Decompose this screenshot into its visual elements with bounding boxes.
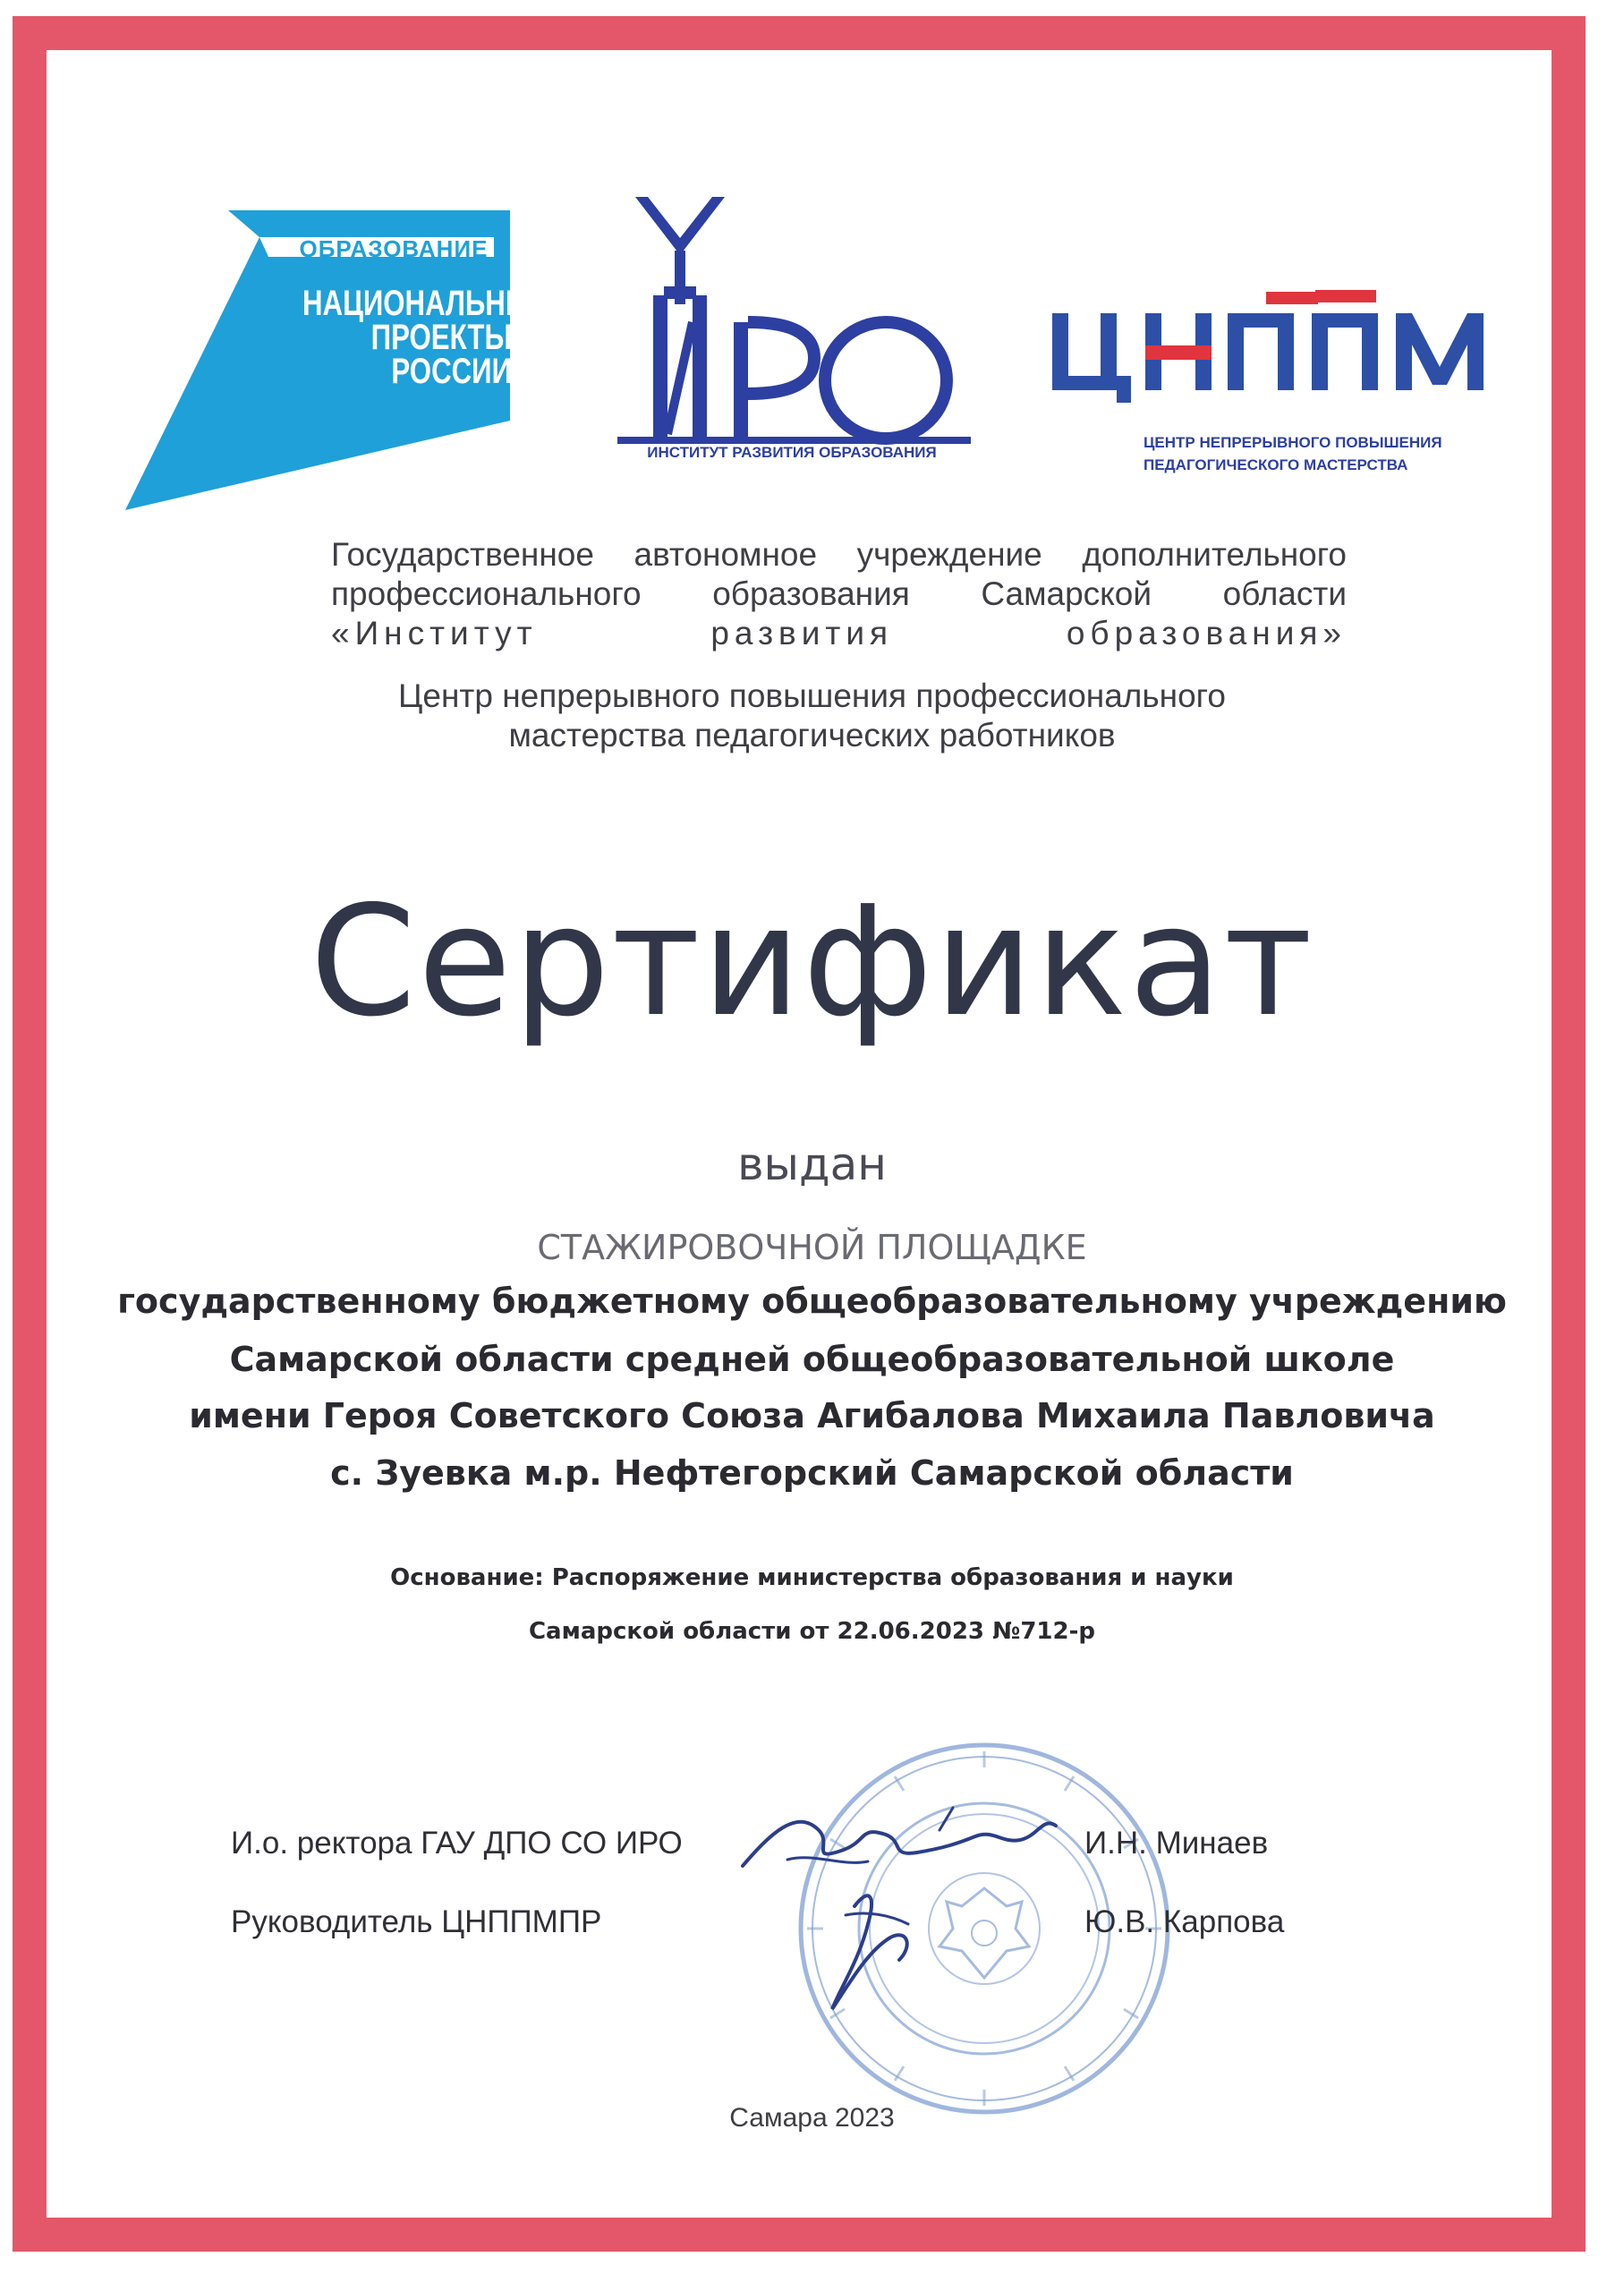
place-and-year: Самара 2023 bbox=[729, 2103, 895, 2133]
basis-line-2: Самарской области от 22.06.2023 №712-р bbox=[528, 1618, 1096, 1645]
iro-logo bbox=[617, 188, 984, 474]
org-name-line-2: профессионального образования Самарской области bbox=[331, 575, 1347, 612]
recipient-line-3: имени Героя Советского Союза Агибалова Михаила Павловича bbox=[189, 1396, 1435, 1435]
national-projects-logo bbox=[125, 201, 552, 524]
recipient-line-1: государственному бюджетному общеобразовательному учреждению bbox=[117, 1282, 1507, 1321]
basis-line-1: Основание: Распоряжение министерства образования и науки bbox=[390, 1564, 1234, 1591]
center-name-line-2: мастерства педагогических работников bbox=[508, 717, 1116, 754]
issued-label: выдан bbox=[737, 1138, 887, 1190]
iro-caption: ИНСТИТУТ РАЗВИТИЯ ОБРАЗОВАНИЯ bbox=[647, 444, 937, 461]
recipient-line-2: Самарской области средней общеобразовательной школе bbox=[229, 1340, 1395, 1379]
cnppm-caption-line-2: ПЕДАГОГИЧЕСКОГО МАСТЕРСТВА bbox=[1144, 456, 1408, 473]
signer-2-name: Ю.В. Карпова bbox=[1084, 1904, 1285, 1939]
np-lines bbox=[302, 284, 552, 391]
handwritten-signature bbox=[734, 1781, 1110, 2031]
recipient-line-4: с. Зуевка м.р. Нефтегорский Самарской области bbox=[330, 1453, 1294, 1493]
center-name-line-1: Центр непрерывного повышения профессионального bbox=[398, 677, 1226, 714]
org-name-line-3: «Институт развития образования» bbox=[331, 615, 1347, 652]
signer-1-name: И.Н. Минаев bbox=[1084, 1826, 1269, 1861]
recipient-type: СТАЖИРОВОЧНОЙ ПЛОЩАДКЕ bbox=[537, 1228, 1087, 1267]
cnppm-logo bbox=[1047, 286, 1512, 483]
signer-1-role: И.о. ректора ГАУ ДПО СО ИРО bbox=[231, 1826, 683, 1861]
np-line-2: ПРОЕКТЫ bbox=[370, 318, 512, 357]
np-top-label: ОБРАЗОВАНИЕ bbox=[299, 235, 489, 262]
signer-2-role: Руководитель ЦНППМПР bbox=[231, 1904, 602, 1939]
cnppm-caption bbox=[1144, 431, 1442, 476]
org-name-line-1: Государственное автономное учреждение дополнительного bbox=[331, 536, 1347, 573]
cnppm-caption-line-1: ЦЕНТР НЕПРЕРЫВНОГО ПОВЫШЕНИЯ bbox=[1144, 434, 1442, 451]
certificate-title: Сертификат bbox=[310, 873, 1314, 1051]
np-line-1: НАЦИОНАЛЬНЫЕ bbox=[302, 284, 552, 323]
np-line-3: РОССИИ bbox=[391, 352, 512, 391]
